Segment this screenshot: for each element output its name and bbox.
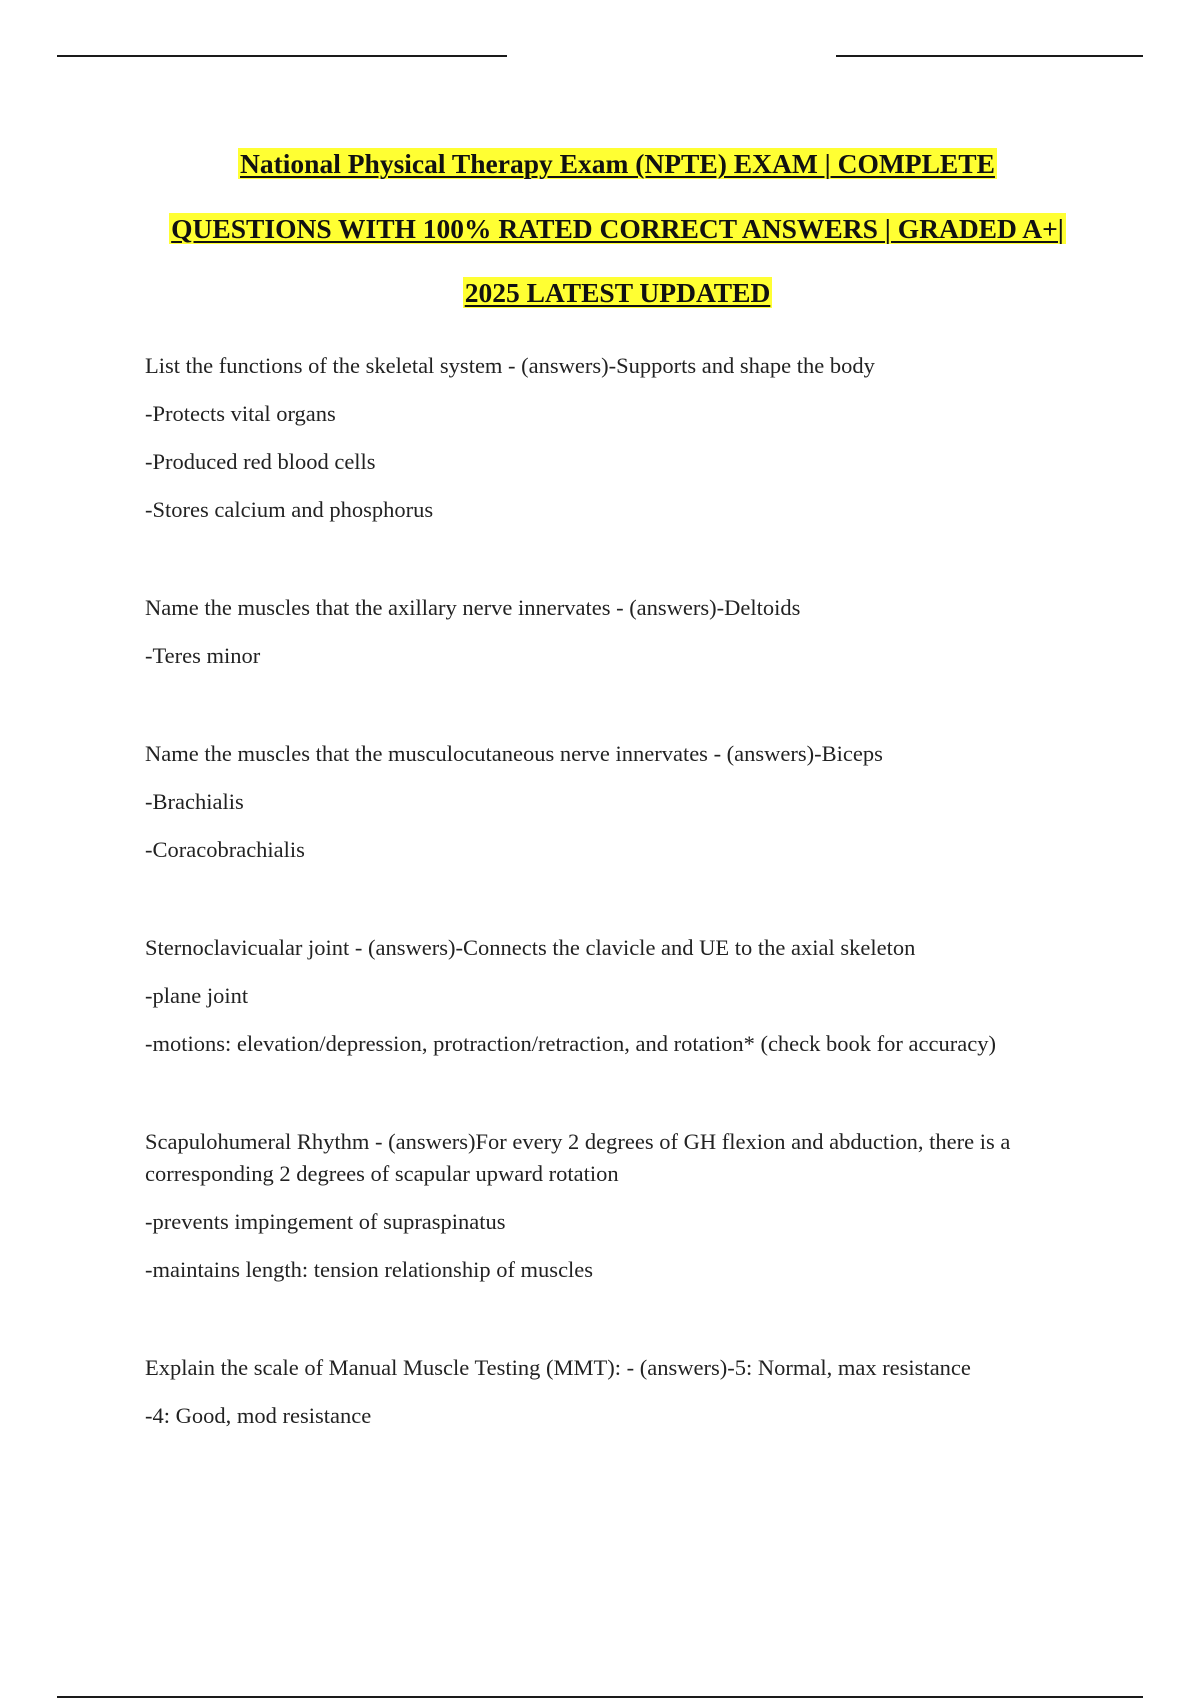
document-title (100, 140, 1135, 334)
question-text: Scapulohumeral Rhythm - (answers)For every 2 degrees of GH flexion and abduction, there is a corresponding 2 degrees of scapular upward rotation (145, 1129, 1011, 1186)
question-text: Name the muscles that the axillary nerve innervates - (answers)-Deltoids (145, 595, 801, 620)
answer-line: -prevents impingement of supraspinatus (145, 1209, 506, 1234)
qa-entry (145, 1126, 1085, 1286)
question-text: Sternoclavicualar joint - (answers)-Connects the clavicle and UE to the axial skeleton (145, 935, 916, 960)
qa-entry (145, 932, 1085, 1060)
question-text: Name the muscles that the musculocutaneous nerve innervates - (answers)-Biceps (145, 741, 883, 766)
qa-content (145, 350, 1085, 1498)
question-text: Explain the scale of Manual Muscle Testing (MMT): - (answers)-5: Normal, max resistance (145, 1355, 971, 1380)
qa-entry (145, 1352, 1085, 1432)
answer-line: -plane joint (145, 983, 249, 1008)
header-rule-right (836, 55, 1143, 57)
answer-line: -Protects vital organs (145, 401, 336, 426)
title-line-text: QUESTIONS WITH 100% RATED CORRECT ANSWERS | GRADED A+| (171, 212, 1064, 244)
answer-line: -maintains length: tension relationship of muscles (145, 1257, 594, 1282)
answer-line: -4: Good, mod resistance (145, 1403, 372, 1428)
answer-line: -Teres minor (145, 643, 261, 668)
title-line (100, 205, 1135, 270)
qa-entry (145, 350, 1085, 526)
footer-rule (57, 1696, 1143, 1698)
answer-line: -Stores calcium and phosphorus (145, 497, 434, 522)
header-rule-left (57, 55, 507, 57)
answer-line: -Coracobrachialis (145, 837, 305, 862)
qa-entry (145, 738, 1085, 866)
answer-line: -Produced red blood cells (145, 449, 376, 474)
title-line (100, 140, 1135, 205)
title-line-text: 2025 LATEST UPDATED (464, 277, 771, 308)
title-line-text: National Physical Therapy Exam (NPTE) EXAM | COMPLETE (240, 148, 995, 179)
qa-entry (145, 592, 1085, 672)
question-text: List the functions of the skeletal system - (answers)-Supports and shape the body (145, 353, 875, 378)
answer-line: -motions: elevation/depression, protraction/retraction, and rotation* (check book for accuracy) (145, 1031, 996, 1056)
title-line (100, 269, 1135, 334)
answer-line: -Brachialis (145, 789, 244, 814)
